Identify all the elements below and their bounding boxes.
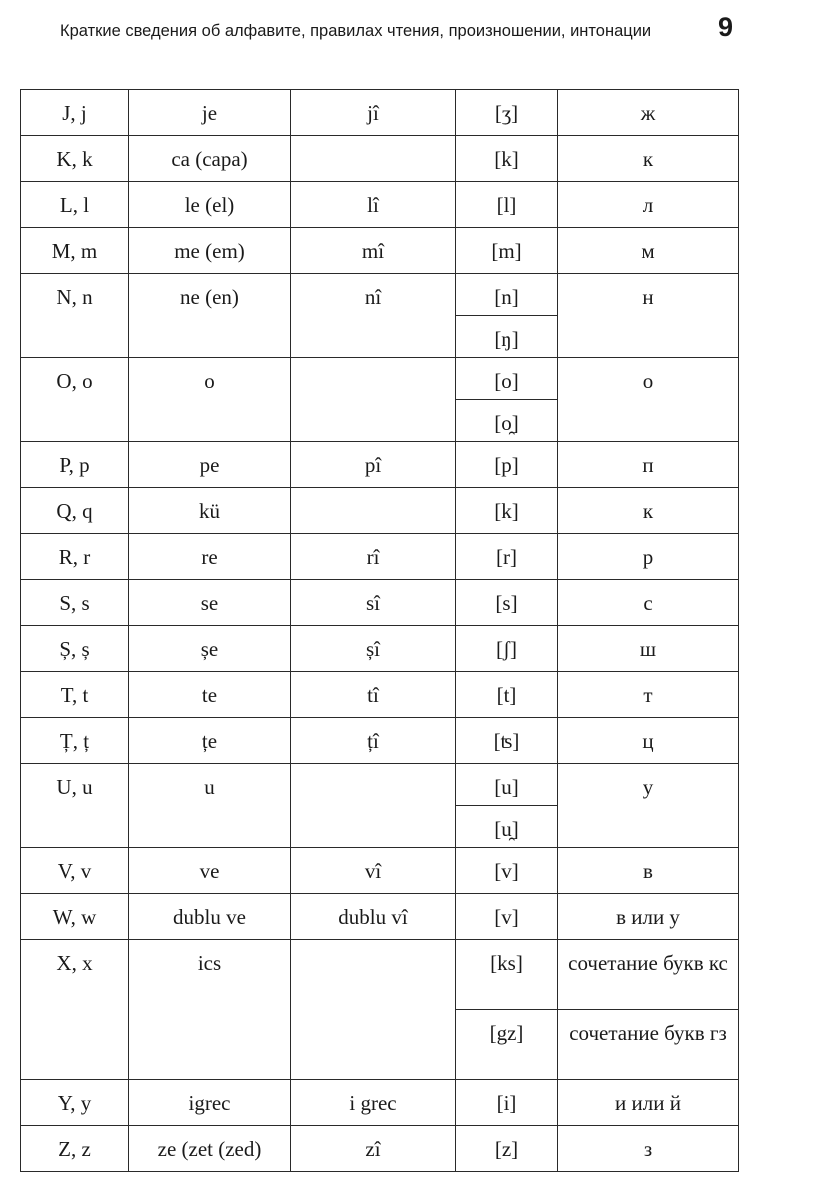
letter-cell: K, k bbox=[21, 136, 129, 182]
table-row bbox=[21, 626, 739, 672]
table-row bbox=[21, 228, 739, 274]
transcription-cell: [l] bbox=[456, 182, 558, 228]
russian-equivalent-cell: в или у bbox=[558, 894, 739, 940]
transcription-cell: [p] bbox=[456, 442, 558, 488]
transcription-cell: [o̯] bbox=[456, 400, 558, 442]
alt-name-cell: zî bbox=[291, 1126, 456, 1172]
alt-name-cell: sî bbox=[291, 580, 456, 626]
table-row bbox=[21, 274, 739, 316]
alt-name-cell bbox=[291, 488, 456, 534]
russian-equivalent-cell: в bbox=[558, 848, 739, 894]
russian-equivalent-cell: к bbox=[558, 488, 739, 534]
table-row bbox=[21, 718, 739, 764]
letter-cell: W, w bbox=[21, 894, 129, 940]
alt-name-cell: rî bbox=[291, 534, 456, 580]
table-row bbox=[21, 136, 739, 182]
table-row bbox=[21, 90, 739, 136]
alt-name-cell bbox=[291, 764, 456, 848]
alt-name-cell: i grec bbox=[291, 1080, 456, 1126]
letter-cell: T, t bbox=[21, 672, 129, 718]
letter-name-cell: o bbox=[129, 358, 291, 442]
table-row bbox=[21, 1126, 739, 1172]
table-row bbox=[21, 672, 739, 718]
alt-name-cell bbox=[291, 940, 456, 1080]
letter-name-cell: kü bbox=[129, 488, 291, 534]
transcription-cell: [v] bbox=[456, 848, 558, 894]
russian-equivalent-cell: л bbox=[558, 182, 739, 228]
letter-cell: Ș, ș bbox=[21, 626, 129, 672]
letter-cell: S, s bbox=[21, 580, 129, 626]
alt-name-cell: tî bbox=[291, 672, 456, 718]
russian-equivalent-cell: р bbox=[558, 534, 739, 580]
transcription-cell: [r] bbox=[456, 534, 558, 580]
letter-cell: P, p bbox=[21, 442, 129, 488]
russian-equivalent-cell: м bbox=[558, 228, 739, 274]
letter-name-cell: ca (capa) bbox=[129, 136, 291, 182]
letter-cell: Y, y bbox=[21, 1080, 129, 1126]
alt-name-cell: nî bbox=[291, 274, 456, 358]
russian-equivalent-cell: ж bbox=[558, 90, 739, 136]
letter-name-cell: ze (zet (zed) bbox=[129, 1126, 291, 1172]
russian-equivalent-cell: и или й bbox=[558, 1080, 739, 1126]
letter-cell: V, v bbox=[21, 848, 129, 894]
letter-cell: O, o bbox=[21, 358, 129, 442]
running-title: Краткие сведения об алфавите, правилах чтения, произношении, интонации bbox=[60, 22, 652, 40]
letter-name-cell: u bbox=[129, 764, 291, 848]
letter-cell: U, u bbox=[21, 764, 129, 848]
letter-cell: J, j bbox=[21, 90, 129, 136]
transcription-cell: [k] bbox=[456, 488, 558, 534]
letter-name-cell: le (el) bbox=[129, 182, 291, 228]
table-row bbox=[21, 848, 739, 894]
russian-equivalent-cell: н bbox=[558, 274, 739, 358]
russian-equivalent-cell: ц bbox=[558, 718, 739, 764]
transcription-cell: [ks] bbox=[456, 940, 558, 1010]
letter-name-cell: te bbox=[129, 672, 291, 718]
letter-name-cell: je bbox=[129, 90, 291, 136]
transcription-cell: [s] bbox=[456, 580, 558, 626]
letter-name-cell: re bbox=[129, 534, 291, 580]
transcription-cell: [u] bbox=[456, 764, 558, 806]
page-header bbox=[0, 0, 813, 60]
letter-cell: R, r bbox=[21, 534, 129, 580]
letter-name-cell: igrec bbox=[129, 1080, 291, 1126]
letter-name-cell: ve bbox=[129, 848, 291, 894]
letter-cell: X, x bbox=[21, 940, 129, 1080]
letter-name-cell: ics bbox=[129, 940, 291, 1080]
alt-name-cell: mî bbox=[291, 228, 456, 274]
transcription-cell: [ʃ] bbox=[456, 626, 558, 672]
russian-equivalent-cell: с bbox=[558, 580, 739, 626]
transcription-cell: [gz] bbox=[456, 1010, 558, 1080]
russian-equivalent-cell: т bbox=[558, 672, 739, 718]
russian-equivalent-cell: у bbox=[558, 764, 739, 848]
alt-name-cell: vî bbox=[291, 848, 456, 894]
letter-name-cell: me (em) bbox=[129, 228, 291, 274]
transcription-cell: [k] bbox=[456, 136, 558, 182]
alt-name-cell: țî bbox=[291, 718, 456, 764]
russian-equivalent-cell: п bbox=[558, 442, 739, 488]
letter-name-cell: ne (en) bbox=[129, 274, 291, 358]
russian-equivalent-cell: сочетание букв кс bbox=[558, 940, 739, 1010]
letter-name-cell: dublu ve bbox=[129, 894, 291, 940]
russian-equivalent-cell: з bbox=[558, 1126, 739, 1172]
transcription-cell: [ʒ] bbox=[456, 90, 558, 136]
transcription-cell: [o] bbox=[456, 358, 558, 400]
letter-cell: Ț, ț bbox=[21, 718, 129, 764]
alt-name-cell: dublu vî bbox=[291, 894, 456, 940]
letter-name-cell: țe bbox=[129, 718, 291, 764]
alt-name-cell: lî bbox=[291, 182, 456, 228]
table-row bbox=[21, 182, 739, 228]
letter-name-cell: se bbox=[129, 580, 291, 626]
table-row bbox=[21, 534, 739, 580]
letter-cell: Q, q bbox=[21, 488, 129, 534]
letter-cell: L, l bbox=[21, 182, 129, 228]
transcription-cell: [m] bbox=[456, 228, 558, 274]
table-row bbox=[21, 1080, 739, 1126]
transcription-cell: [z] bbox=[456, 1126, 558, 1172]
transcription-cell: [n] bbox=[456, 274, 558, 316]
table-row bbox=[21, 764, 739, 806]
letter-name-cell: șe bbox=[129, 626, 291, 672]
table-row bbox=[21, 580, 739, 626]
transcription-cell: [u̯] bbox=[456, 806, 558, 848]
page-number: 9 bbox=[718, 12, 734, 42]
transcription-cell: [ʦ] bbox=[456, 718, 558, 764]
russian-equivalent-cell: сочетание букв гз bbox=[558, 1010, 739, 1080]
russian-equivalent-cell: ш bbox=[558, 626, 739, 672]
alt-name-cell: pî bbox=[291, 442, 456, 488]
table-row bbox=[21, 894, 739, 940]
alt-name-cell: jî bbox=[291, 90, 456, 136]
alt-name-cell bbox=[291, 136, 456, 182]
letter-cell: N, n bbox=[21, 274, 129, 358]
letter-cell: M, m bbox=[21, 228, 129, 274]
transcription-cell: [i] bbox=[456, 1080, 558, 1126]
alphabet-table bbox=[20, 89, 739, 1172]
alphabet-table-body bbox=[21, 90, 739, 1172]
table-row bbox=[21, 940, 739, 1010]
alt-name-cell bbox=[291, 358, 456, 442]
letter-name-cell: pe bbox=[129, 442, 291, 488]
letter-cell: Z, z bbox=[21, 1126, 129, 1172]
table-row bbox=[21, 442, 739, 488]
transcription-cell: [ŋ] bbox=[456, 316, 558, 358]
alt-name-cell: șî bbox=[291, 626, 456, 672]
russian-equivalent-cell: о bbox=[558, 358, 739, 442]
russian-equivalent-cell: к bbox=[558, 136, 739, 182]
table-row bbox=[21, 358, 739, 400]
transcription-cell: [t] bbox=[456, 672, 558, 718]
table-row bbox=[21, 488, 739, 534]
transcription-cell: [v] bbox=[456, 894, 558, 940]
